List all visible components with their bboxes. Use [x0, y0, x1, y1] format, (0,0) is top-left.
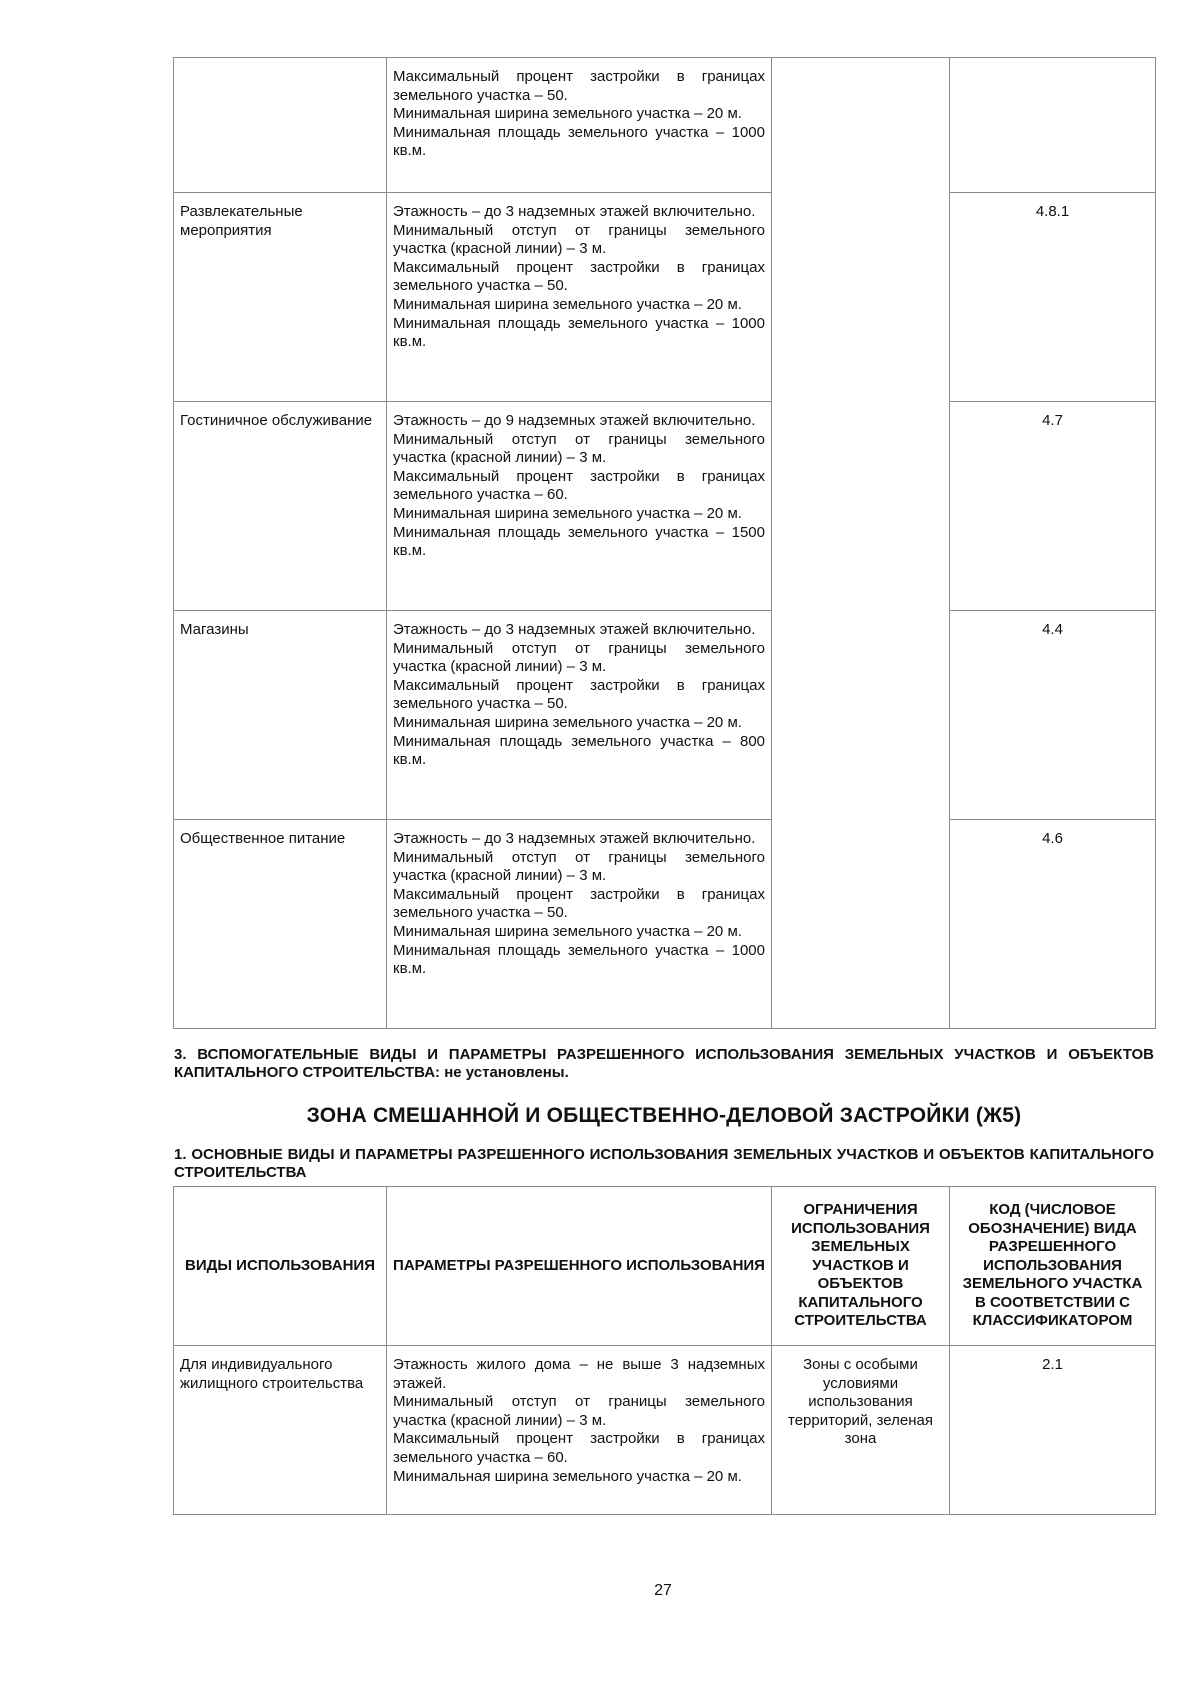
param-line: Максимальный процент застройки в границах земельного участка – 50. [393, 676, 765, 713]
param-line: Минимальный отступ от границы земельного участка (красной линии) – 3 м. [393, 639, 765, 676]
params-cell [387, 402, 772, 611]
param-line: Максимальный процент застройки в границах земельного участка – 50. [393, 258, 765, 295]
param-line: Минимальный отступ от границы земельного участка (красной линии) – 3 м. [393, 848, 765, 885]
param-line: Минимальный отступ от границы земельного участка (красной линии) – 3 м. [393, 221, 765, 258]
column-header-code: КОД (ЧИСЛОВОЕ ОБОЗНАЧЕНИЕ) ВИДА РАЗРЕШЕННОГО ИСПОЛЬЗОВАНИЯ ЗЕМЕЛЬНОГО УЧАСТКА В СООТВЕТСТВИИ С КЛАССИФИКАТОРОМ [950, 1187, 1156, 1346]
params-cell [387, 820, 772, 1029]
code-cell: 4.6 [950, 820, 1156, 1029]
param-line: Минимальная ширина земельного участка – 20 м. [393, 105, 742, 123]
param-line: Минимальный отступ от границы земельного участка (красной линии) – 3 м. [393, 1393, 765, 1429]
param-line: Минимальная площадь земельного участка – 800 кв.м. [393, 732, 765, 769]
params-cell [387, 1346, 772, 1515]
use-cell: Гостиничное обслуживание [174, 402, 387, 611]
param-line: Минимальный отступ от границы земельного участка (красной линии) – 3 м. [393, 430, 765, 467]
column-header-params: ПАРАМЕТРЫ РАЗРЕШЕННОГО ИСПОЛЬЗОВАНИЯ [387, 1187, 772, 1346]
zone-title: ЗОНА СМЕШАННОЙ И ОБЩЕСТВЕННО-ДЕЛОВОЙ ЗАСТРОЙКИ (Ж5) [306, 1104, 1022, 1127]
table-row [174, 820, 1156, 1029]
param-line: Минимальная площадь земельного участка – 1500 кв.м. [393, 523, 765, 560]
column-header-use: ВИДЫ ИСПОЛЬЗОВАНИЯ [174, 1187, 387, 1346]
code-cell: 4.7 [950, 402, 1156, 611]
section-3-heading: 3. ВСПОМОГАТЕЛЬНЫЕ ВИДЫ И ПАРАМЕТРЫ РАЗРЕШЕННОГО ИСПОЛЬЗОВАНИЯ ЗЕМЕЛЬНЫХ УЧАСТКОВ И ОБЪЕКТОВ КАПИТАЛЬНОГО СТРОИТЕЛЬСТВА: не установлены. [174, 1046, 1154, 1081]
column-header-restrictions: ОГРАНИЧЕНИЯ ИСПОЛЬЗОВАНИЯ ЗЕМЕЛЬНЫХ УЧАСТКОВ И ОБЪЕКТОВ КАПИТАЛЬНОГО СТРОИТЕЛЬСТВА [772, 1187, 950, 1346]
table-header-row [174, 1187, 1156, 1346]
section-1-heading: 1. ОСНОВНЫЕ ВИДЫ И ПАРАМЕТРЫ РАЗРЕШЕННОГО ИСПОЛЬЗОВАНИЯ ЗЕМЕЛЬНЫХ УЧАСТКОВ И ОБЪЕКТОВ КАПИТАЛЬНОГО СТРОИТЕЛЬСТВА [174, 1146, 1154, 1181]
code-cell: 4.4 [950, 611, 1156, 820]
restrictions-cell: Зоны с особыми условиями использования территорий, зеленая зона [772, 1346, 950, 1515]
table-row [174, 58, 1156, 193]
table-row [174, 611, 1156, 820]
code-cell [950, 58, 1156, 193]
param-line: Максимальный процент застройки в границах земельного участка – 60. [393, 1430, 765, 1466]
param-line: Минимальная ширина земельного участка – 20 м. [393, 504, 742, 522]
param-line: Минимальная ширина земельного участка – 20 м. [393, 1467, 742, 1485]
code-cell: 4.8.1 [950, 193, 1156, 402]
param-line: Этажность – до 3 надземных этажей включительно. [393, 830, 756, 847]
table-row [174, 402, 1156, 611]
permitted-use-table [173, 1186, 1156, 1515]
param-line: Этажность жилого дома – не выше 3 надземных этажей. [393, 1356, 765, 1392]
use-cell: Развлекательные мероприятия [174, 193, 387, 402]
permitted-use-table-continued [173, 57, 1156, 1029]
table-row [174, 193, 1156, 402]
code-cell: 2.1 [950, 1346, 1156, 1515]
use-cell: Магазины [174, 611, 387, 820]
params-cell [387, 58, 772, 193]
param-line: Этажность – до 3 надземных этажей включительно. [393, 203, 756, 220]
param-line: Минимальная ширина земельного участка – 20 м. [393, 922, 742, 940]
use-cell [174, 58, 387, 193]
param-line: Минимальная площадь земельного участка – 1000 кв.м. [393, 123, 765, 160]
param-line: Минимальная ширина земельного участка – 20 м. [393, 295, 742, 313]
param-line: Максимальный процент застройки в границах земельного участка – 50. [393, 885, 765, 922]
param-line: Минимальная площадь земельного участка – 1000 кв.м. [393, 941, 765, 978]
params-cell [387, 193, 772, 402]
param-line: Минимальная ширина земельного участка – 20 м. [393, 713, 742, 731]
param-line: Минимальная площадь земельного участка – 1000 кв.м. [393, 314, 765, 351]
param-line: Максимальный процент застройки в границах земельного участка – 50. [393, 68, 765, 104]
restrictions-cell [772, 58, 950, 1029]
table-row [174, 1346, 1156, 1515]
param-line: Этажность – до 3 надземных этажей включительно. [393, 621, 756, 638]
param-line: Этажность – до 9 надземных этажей включительно. [393, 412, 756, 429]
param-line: Максимальный процент застройки в границах земельного участка – 60. [393, 467, 765, 504]
use-cell: Общественное питание [174, 820, 387, 1029]
use-cell: Для индивидуального жилищного строительства [174, 1346, 387, 1515]
page-number: 27 [654, 1582, 672, 1599]
params-cell [387, 611, 772, 820]
